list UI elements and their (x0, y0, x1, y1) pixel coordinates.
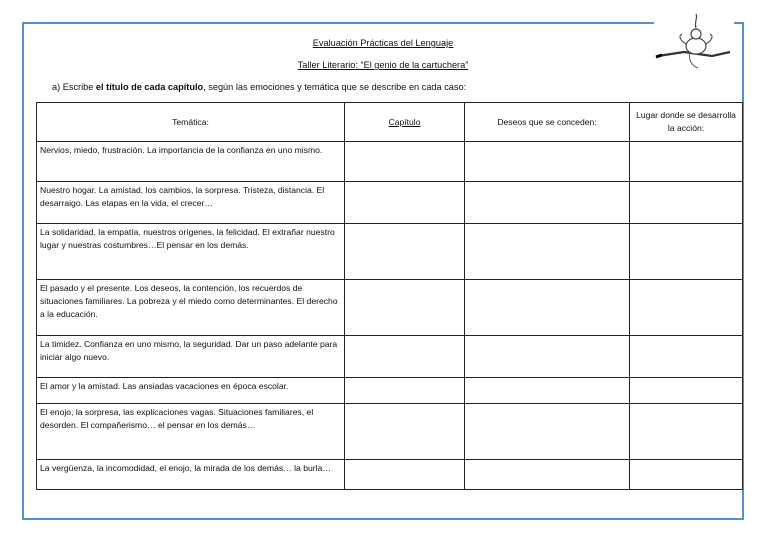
document-frame (22, 22, 744, 520)
lugar-cell[interactable] (630, 142, 743, 182)
deseos-cell[interactable] (465, 404, 630, 460)
capitulo-cell[interactable] (345, 280, 465, 336)
capitulo-cell[interactable] (345, 224, 465, 280)
table-row (37, 224, 743, 280)
capitulo-cell[interactable] (345, 336, 465, 378)
capitulo-cell[interactable] (345, 460, 465, 490)
table-row (37, 182, 743, 224)
lugar-cell[interactable] (630, 182, 743, 224)
table-header-row (37, 103, 743, 142)
capitulo-cell[interactable] (345, 142, 465, 182)
deseos-cell[interactable] (465, 224, 630, 280)
deseos-cell[interactable] (465, 460, 630, 490)
header-deseos: Deseos que se conceden: (465, 103, 630, 142)
instruction-suffix: , según las emociones y temática que se describe en cada caso: (203, 82, 467, 92)
lugar-cell[interactable] (630, 378, 743, 404)
lugar-cell[interactable] (630, 404, 743, 460)
tematica-cell: Nuestro hogar. La amistad, los cambios, la sorpresa. Tristeza, distancia. El desarraigo. Las etapas en la vida, el crecer… (37, 182, 345, 224)
chapters-table (36, 102, 743, 490)
header-lugar: Lugar donde se desarrolla la acción: (630, 103, 743, 142)
table-row (37, 280, 743, 336)
document-subtitle: Taller Literario: “El genio de la cartuchera” (297, 60, 469, 70)
table-row (37, 460, 743, 490)
tematica-cell: El pasado y el presente. Los deseos, la contención, los recuerdos de situaciones familiares. La pobreza y el miedo como determinantes. El derecho a la educación. (37, 280, 345, 336)
lugar-cell[interactable] (630, 460, 743, 490)
tematica-cell: La timidez. Confianza en uno mismo, la seguridad. Dar un paso adelante para iniciar algo nuevo. (37, 336, 345, 378)
header-tematica: Temática: (37, 103, 345, 142)
lugar-cell[interactable] (630, 336, 743, 378)
table-row (37, 336, 743, 378)
instruction-prefix: a) Escribe (52, 82, 96, 92)
deseos-cell[interactable] (465, 378, 630, 404)
document-title: Evaluación Prácticas del Lenguaje (312, 38, 454, 48)
lugar-cell[interactable] (630, 224, 743, 280)
deseos-cell[interactable] (465, 280, 630, 336)
table-row (37, 404, 743, 460)
capitulo-cell[interactable] (345, 404, 465, 460)
instruction-text (52, 82, 466, 92)
deseos-cell[interactable] (465, 336, 630, 378)
table-row (37, 378, 743, 404)
tematica-cell: La vergüenza, la incomodidad, el enojo, la mirada de los demás… la burla… (37, 460, 345, 490)
deseos-cell[interactable] (465, 182, 630, 224)
instruction-bold: el título de cada capítulo (95, 82, 204, 92)
genie-pencil-icon (654, 12, 734, 72)
lugar-cell[interactable] (630, 280, 743, 336)
capitulo-cell[interactable] (345, 182, 465, 224)
table-row (37, 142, 743, 182)
deseos-cell[interactable] (465, 142, 630, 182)
tematica-cell: La solidaridad, la empatía, nuestros orígenes, la felicidad. El extrañar nuestro lugar y nuestras costumbres…El pensar en los demás. (37, 224, 345, 280)
tematica-cell: El amor y la amistad. Las ansiadas vacaciones en época escolar. (37, 378, 345, 404)
capitulo-cell[interactable] (345, 378, 465, 404)
tematica-cell: El enojo, la sorpresa, las explicaciones vagas. Situaciones familiares, el desorden. El compañerismo… el pensar en los demás… (37, 404, 345, 460)
header-capitulo: Capítulo (345, 103, 465, 142)
tematica-cell: Nervios, miedo, frustración. La importancia de la confianza en uno mismo. (37, 142, 345, 182)
